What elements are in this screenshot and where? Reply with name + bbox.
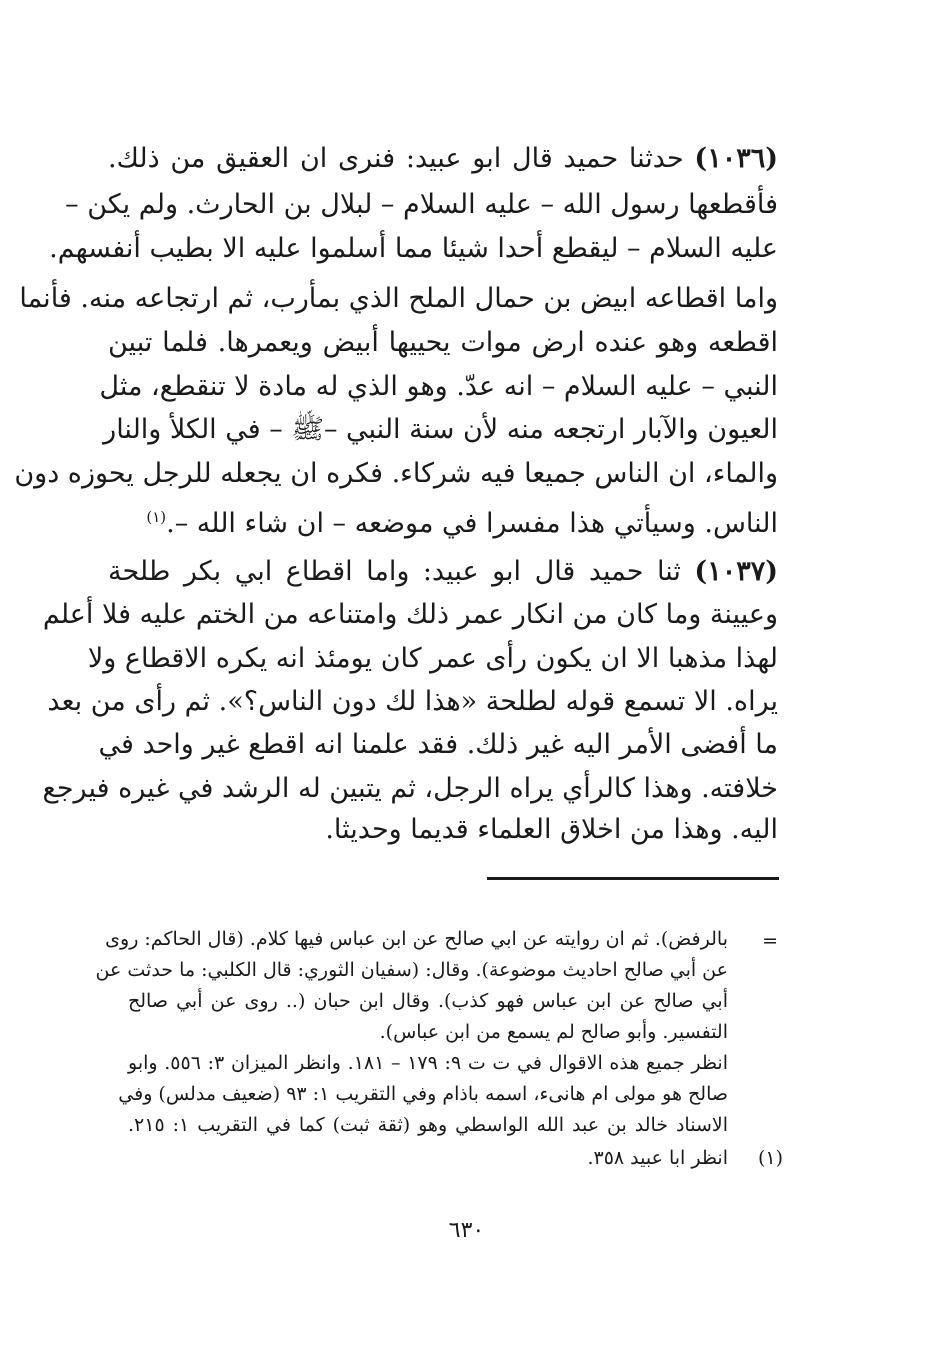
text-line: فأقطعها رسول الله – عليه السلام – لبلال بن الحارث. ولم يكن – <box>65 189 778 220</box>
footnote-1-mark: (١) <box>757 1147 783 1169</box>
text-line: يراه. الا تسمع قوله لطلحة «هذا لك دون الناس؟». ثم رأى من بعد <box>47 686 778 717</box>
text-line: خلافته. وهذا كالرأي يراه الرجل، ثم يتبين له الرشد في غيره فيرجع <box>42 773 778 804</box>
text-line: والماء، ان الناس جميعا فيه شركاء. فكره ان يجعله للرجل يحوزه دون <box>14 458 778 489</box>
text-line: لهذا مذهبا الا ان يكون رأى عمر كان يومئذ انه يكره الاقطاع ولا <box>87 643 778 674</box>
paragraph-number: (١٠٣٧) <box>694 556 778 587</box>
text-line: اليه. وهذا من اخلاق العلماء قديما وحديثا. <box>325 814 778 845</box>
footnote-line: التفسير. وأبو صالح لم يسمع من ابن عباس). <box>379 1021 728 1043</box>
text-line: اقطعه وهو عنده ارض موات يحييها أبيض ويعمرها. فلما تبين <box>108 327 778 358</box>
footnote-line: عن أبي صالح احاديث موضوعة). وقال: (سفيان الثوري: قال الكلبي: ما حدثت عن <box>95 959 728 981</box>
footnote-line: انظر جميع هذه الاقوال في ت ت ٩: ١٧٩ – ١٨١. وانظر الميزان ٣: ٥٥٦. وابو <box>128 1052 728 1074</box>
text-line: وعيينة وما كان من انكار عمر ذلك وامتناعه من الختم عليه فلا أعلم <box>42 599 778 630</box>
text-line: العيون والآبار ارتجعه منه لأن سنة النبي –ﷺ – في الكلأ والنار <box>103 414 778 445</box>
paragraph-number: (١٠٣٦) <box>694 143 778 174</box>
text-line: حدثنا حميد قال ابو عبيد: فنرى ان العقيق من ذلك. <box>108 143 684 174</box>
text-line: ثنا حميد قال ابو عبيد: واما اقطاع ابي بكر طلحة <box>108 556 681 587</box>
footnote-reference: (١) <box>146 508 167 526</box>
footnote-line: صالح هو مولى ام هانىء، اسمه باذام وفي التقريب ١: ٩٣ (ضعيف مدلس) وفي <box>118 1083 728 1105</box>
page-number: ٦٣٠ <box>448 1218 485 1243</box>
text-line: واما اقطاعه ابيض بن حمال الملح الذي بمأرب، ثم ارتجاعه منه. فأنما <box>19 283 778 314</box>
continuation-mark: = <box>762 930 778 952</box>
footnote-line: الاسناد خالد بن عبد الله الواسطي وهو (ثقة ثبت) كما في التقريب ١: ٢١٥. <box>128 1114 728 1136</box>
footnote-line: بالرفض). ثم ان روايته عن ابي صالح عن ابن عباس فيها كلام. (قال الحاكم: روى <box>105 928 728 950</box>
footnote-line: أبي صالح عن ابن عباس فهو كذب). وقال ابن حبان (.. روى عن أبي صالح <box>128 990 728 1012</box>
text-line: النبي – عليه السلام – انه عدّ. وهو الذي له مادة لا تنقطع، مثل <box>99 371 778 402</box>
text-line: الناس. وسيأتي هذا مفسرا في موضعه – ان شاء الله –. <box>166 508 778 539</box>
footnote-1-text: انظر ابا عبيد ٣٥٨. <box>587 1147 728 1169</box>
text-line: ما أفضى الأمر اليه غير ذلك. فقد علمنا انه اقطع غير واحد في <box>98 729 778 760</box>
text-line: عليه السلام – ليقطع أحدا شيئا مما أسلموا عليه الا بطيب أنفسهم. <box>49 233 778 264</box>
